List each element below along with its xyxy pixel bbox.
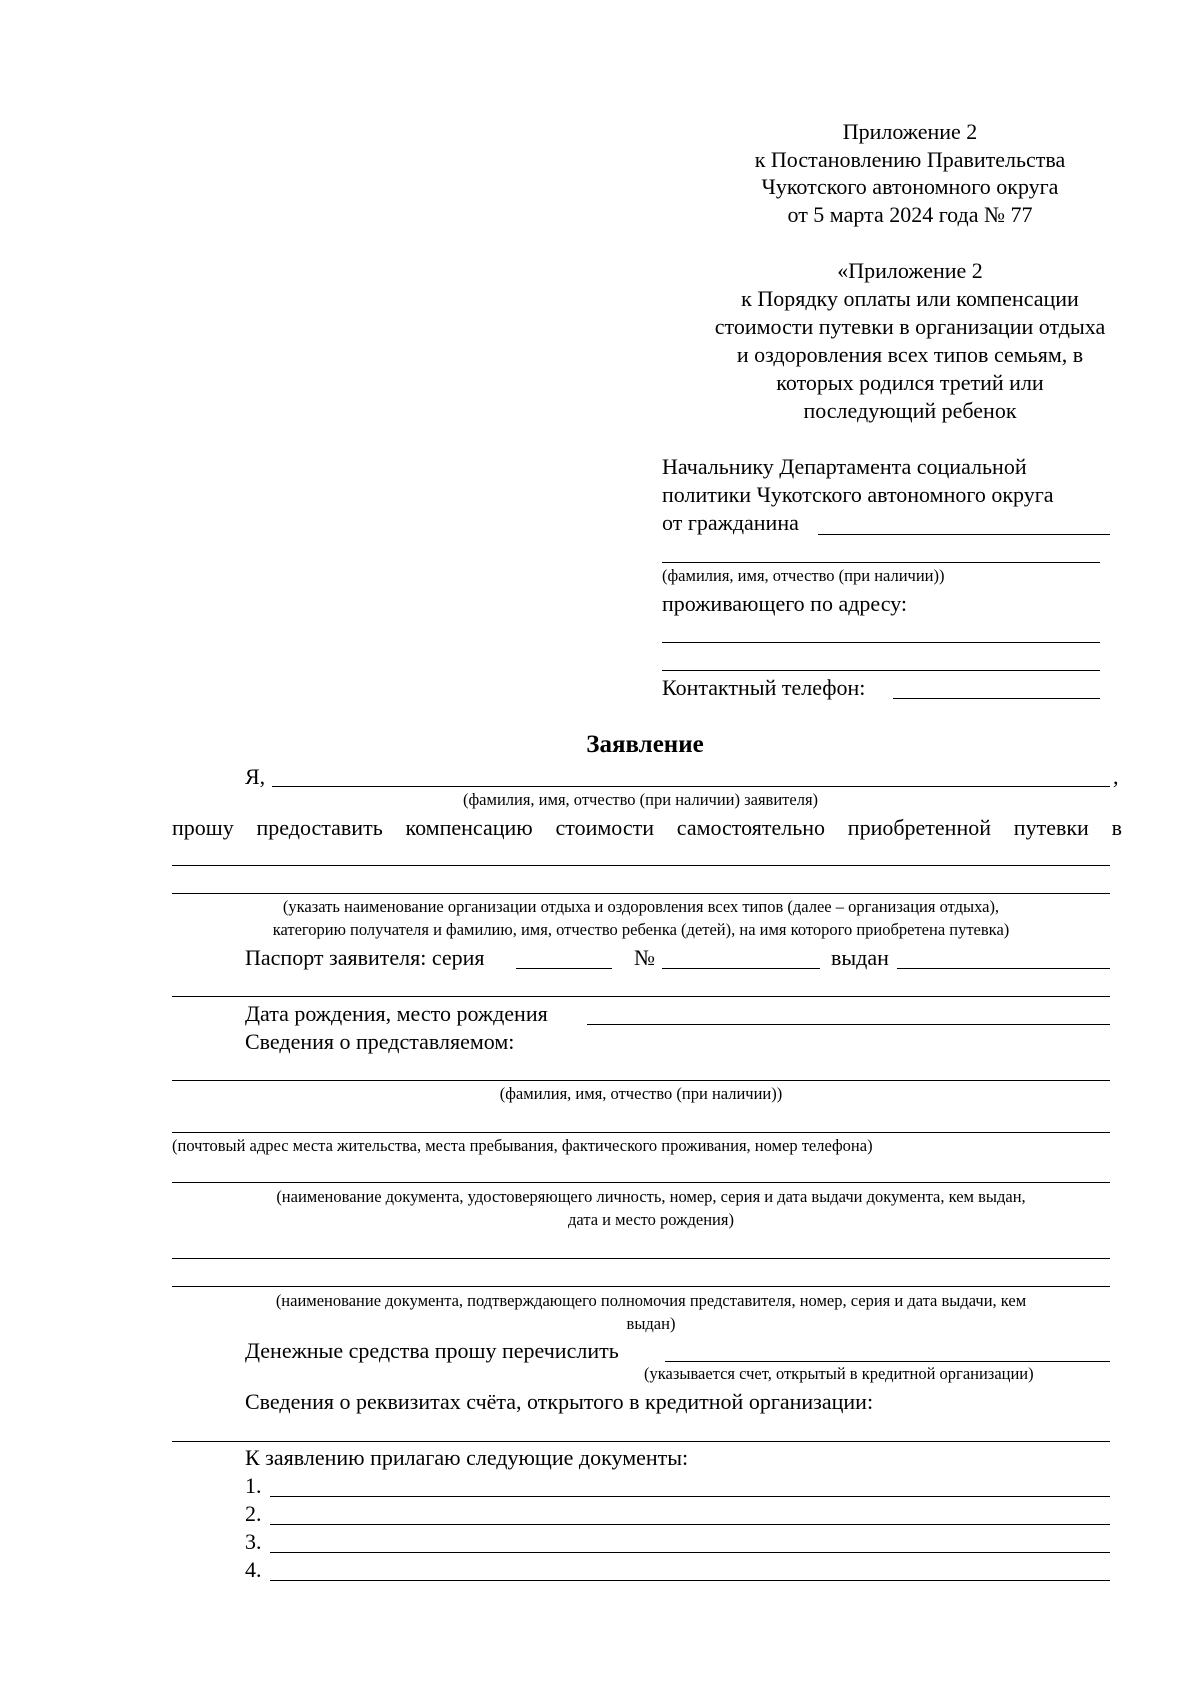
citizen-name-field[interactable] bbox=[818, 534, 1110, 535]
order-line-1: «Приложение 2 bbox=[837, 258, 983, 283]
i-label: Я, bbox=[245, 764, 266, 789]
birth-label: Дата рождения, место рождения bbox=[245, 1001, 548, 1026]
passport-number-field[interactable] bbox=[662, 968, 820, 969]
issued-label: выдан bbox=[831, 945, 889, 970]
rep-address-field[interactable] bbox=[172, 1132, 1110, 1133]
account-field[interactable] bbox=[665, 1361, 1110, 1362]
request-text: прошу предоставить компенсацию стоимости самостоятельно приобретенной путевки в bbox=[172, 815, 1122, 840]
auth-doc-field-2[interactable] bbox=[172, 1286, 1110, 1287]
address-field-2[interactable] bbox=[662, 670, 1100, 671]
attachment-field-1[interactable] bbox=[270, 1496, 1110, 1497]
organization-field-2[interactable] bbox=[172, 893, 1110, 894]
number-sign: № bbox=[634, 945, 655, 970]
applicant-caption: (фамилия, имя, отчество (при наличии) заявителя) bbox=[463, 790, 819, 809]
auth-caption-1: (наименование документа, подтверждающего полномочия представителя, номер, серия и дата выдачи, кем bbox=[275, 1291, 1027, 1310]
appendix-line-2: к Постановлению Правительства bbox=[754, 147, 1066, 172]
passport-issued-field-2[interactable] bbox=[172, 996, 1110, 997]
order-line-5: которых родился третий или bbox=[776, 370, 1044, 395]
phone-field[interactable] bbox=[893, 698, 1100, 699]
passport-series-field[interactable] bbox=[516, 968, 612, 969]
phone-label: Контактный телефон: bbox=[662, 675, 866, 700]
representative-label: Сведения о представляемом: bbox=[245, 1029, 515, 1054]
attachment-field-3[interactable] bbox=[270, 1552, 1110, 1553]
organization-field-1[interactable] bbox=[172, 865, 1110, 866]
rep-doc-caption-1: (наименование документа, удостоверяющего личность, номер, серия и дата выдачи документа, кем выдан, bbox=[276, 1187, 1026, 1206]
address-field-1[interactable] bbox=[662, 642, 1100, 643]
auth-doc-field-1[interactable] bbox=[172, 1258, 1110, 1259]
rep-doc-field[interactable] bbox=[172, 1182, 1110, 1183]
addressee-line-2: политики Чукотского автономного округа bbox=[662, 482, 1054, 507]
address-label: проживающего по адресу: bbox=[662, 591, 908, 616]
order-line-4: и оздоровления всех типов семьям, в bbox=[736, 342, 1084, 367]
requisites-label: Сведения о реквизитах счёта, открытого в кредитной организации: bbox=[245, 1389, 874, 1414]
list-item-number: 4. bbox=[245, 1557, 262, 1582]
document-title: Заявление bbox=[586, 731, 704, 758]
order-line-2: к Порядку оплаты или компенсации bbox=[741, 286, 1079, 311]
comma: , bbox=[1113, 764, 1119, 789]
list-item-number: 1. bbox=[245, 1473, 262, 1498]
auth-caption-2: выдан) bbox=[626, 1314, 676, 1333]
rep-fio-caption: (фамилия, имя, отчество (при наличии)) bbox=[499, 1084, 783, 1103]
attachments-label: К заявлению прилагаю следующие документы: bbox=[245, 1445, 689, 1470]
order-line-6: последующий ребенок bbox=[803, 398, 1017, 423]
appendix-line-1: Приложение 2 bbox=[842, 119, 978, 144]
passport-issued-field[interactable] bbox=[897, 968, 1110, 969]
appendix-line-3: Чукотского автономного округа bbox=[761, 174, 1059, 199]
from-citizen-label: от гражданина bbox=[662, 510, 799, 535]
order-line-3: стоимости путевки в организации отдыха bbox=[714, 314, 1106, 339]
rep-doc-caption-2: дата и место рождения) bbox=[568, 1210, 734, 1229]
account-caption: (указывается счет, открытый в кредитной организации) bbox=[644, 1364, 1034, 1383]
rep-address-caption: (почтовый адрес места жительства, места пребывания, фактического проживания, номер телефона) bbox=[172, 1136, 873, 1155]
attachment-field-4[interactable] bbox=[270, 1580, 1110, 1581]
fio-caption: (фамилия, имя, отчество (при наличии)) bbox=[662, 566, 945, 585]
birth-field[interactable] bbox=[587, 1024, 1110, 1025]
addressee-line-1: Начальнику Департамента социальной bbox=[662, 454, 1027, 479]
attachment-field-2[interactable] bbox=[270, 1524, 1110, 1525]
requisites-field[interactable] bbox=[172, 1441, 1110, 1442]
organization-caption-2: категорию получателя и фамилию, имя, отчество ребенка (детей), на имя которого приобретена путевка) bbox=[272, 920, 1010, 939]
applicant-name-field[interactable] bbox=[272, 786, 1110, 787]
list-item-number: 2. bbox=[245, 1501, 262, 1526]
appendix-line-4: от 5 марта 2024 года № 77 bbox=[787, 202, 1033, 227]
organization-caption-1: (указать наименование организации отдыха и оздоровления всех типов (далее – организация отдыха), bbox=[282, 897, 1000, 916]
passport-label: Паспорт заявителя: серия bbox=[245, 945, 485, 970]
citizen-name-field-2[interactable] bbox=[662, 562, 1100, 563]
transfer-label: Денежные средства прошу перечислить bbox=[245, 1338, 619, 1363]
list-item-number: 3. bbox=[245, 1529, 262, 1554]
rep-name-field[interactable] bbox=[172, 1080, 1110, 1081]
